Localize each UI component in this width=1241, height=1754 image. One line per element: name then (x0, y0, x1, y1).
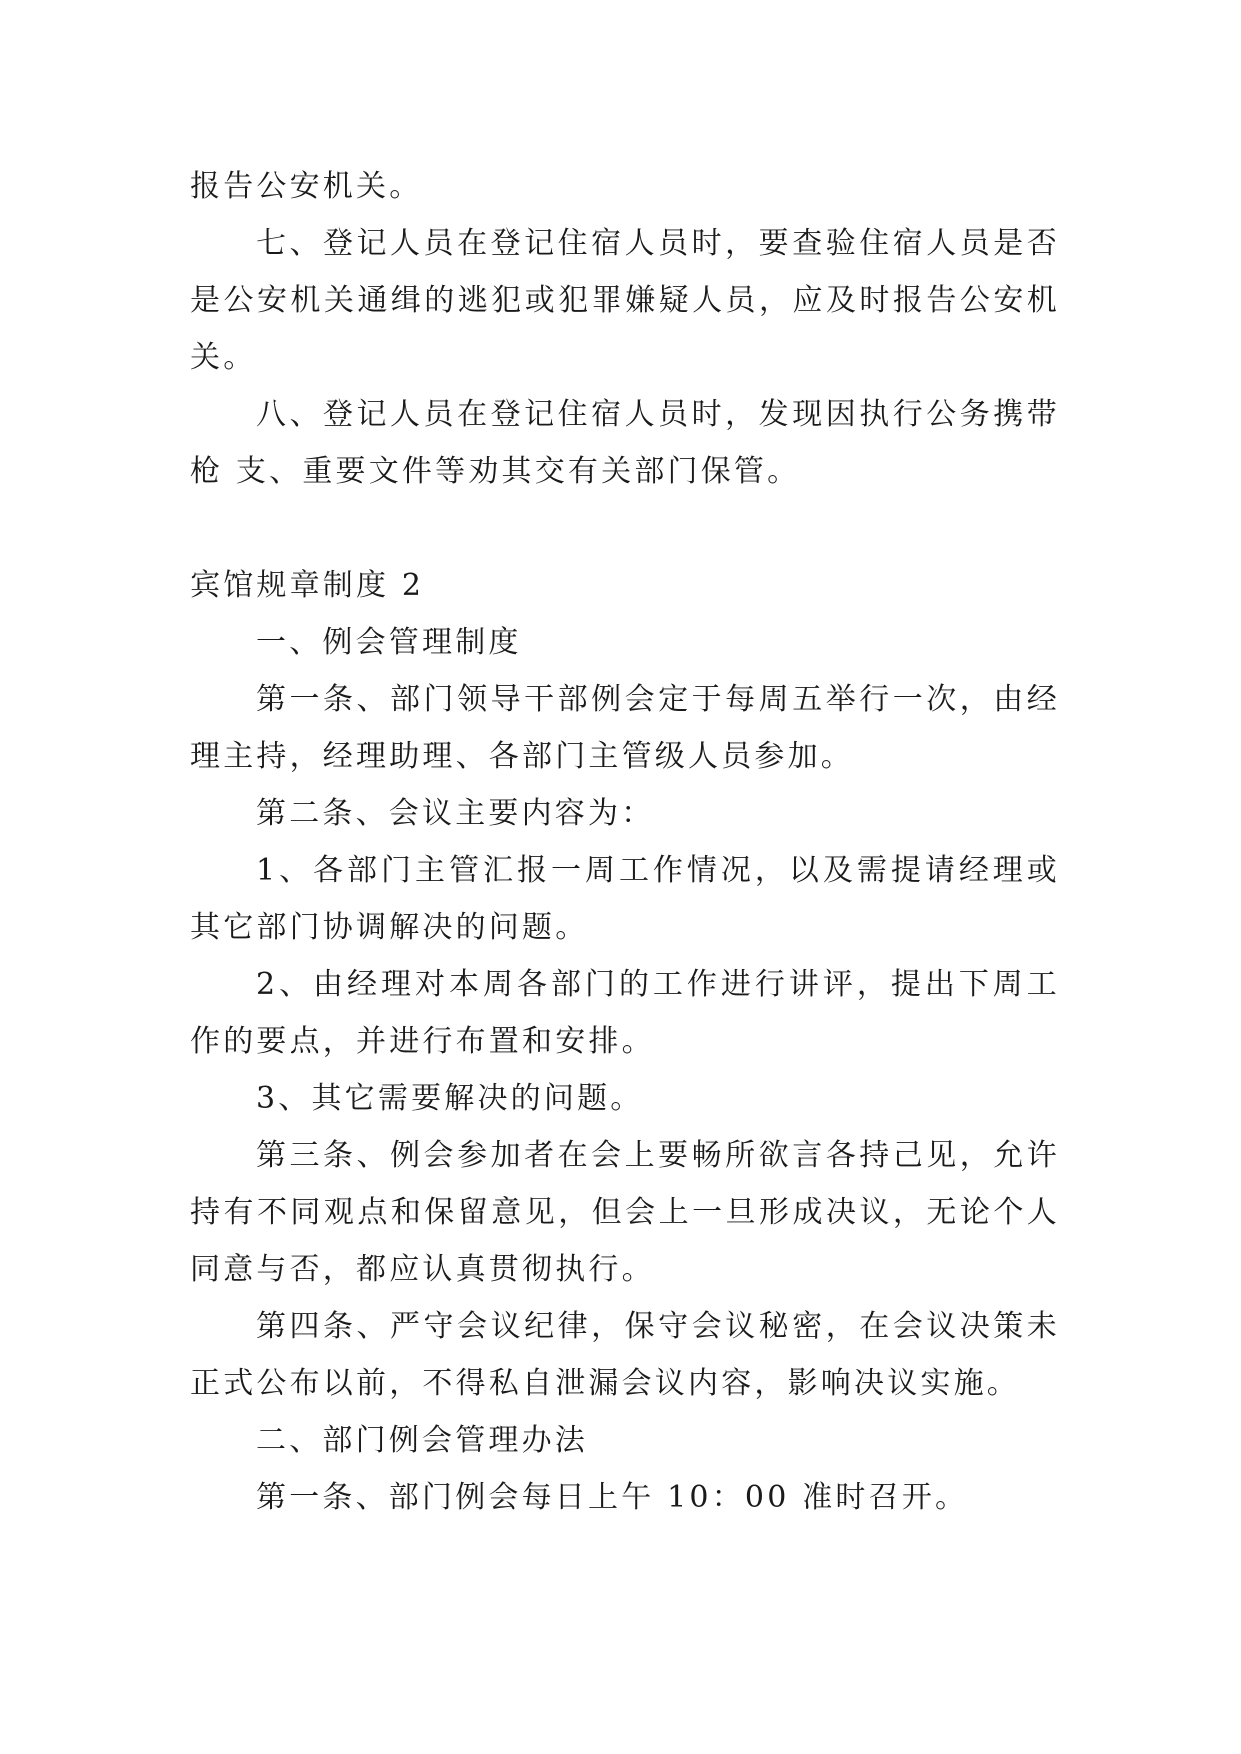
article-one: 第一条、部门领导干部例会定于每周五举行一次，由经理主持，经理助理、各部门主管级人员参加。 (190, 682, 1060, 774)
document-body (190, 158, 1060, 1526)
section-two-article-one: 第一条、部门例会每日上午 10：00 准时召开。 (256, 1480, 969, 1515)
paragraph-item-eight: 八、登记人员在登记住宿人员时，发现因执行公务携带枪 支、重要文件等劝其交有关部门保管。 (190, 397, 1060, 489)
paragraph-item-seven: 七、登记人员在登记住宿人员时，要查验住宿人员是否是公安机关通缉的逃犯或犯罪嫌疑人员，应及时报告公安机关。 (190, 226, 1060, 375)
article-two: 第二条、会议主要内容为： (256, 796, 655, 831)
article-four: 第四条、严守会议纪律，保守会议秘密，在会议决策未正式公布以前，不得私自泄漏会议内容，影响决议实施。 (190, 1309, 1060, 1401)
section-one-title: 一、例会管理制度 (256, 625, 522, 660)
list-item-two: 2、由经理对本周各部门的工作进行讲评，提出下周工作的要点，并进行布置和安排。 (190, 967, 1060, 1059)
article-three: 第三条、例会参加者在会上要畅所欲言各持己见，允许持有不同观点和保留意见，但会上一旦形成决议，无论个人同意与否，都应认真贯彻执行。 (190, 1138, 1060, 1287)
list-item-three: 3、其它需要解决的问题。 (256, 1081, 644, 1116)
section-gap (190, 500, 1060, 557)
section-heading: 宾馆规章制度 2 (190, 568, 425, 603)
section-two-title: 二、部门例会管理办法 (256, 1423, 588, 1458)
paragraph-continuation: 报告公安机关。 (190, 169, 423, 204)
list-item-one: 1、各部门主管汇报一周工作情况，以及需提请经理或其它部门协调解决的问题。 (190, 853, 1060, 945)
